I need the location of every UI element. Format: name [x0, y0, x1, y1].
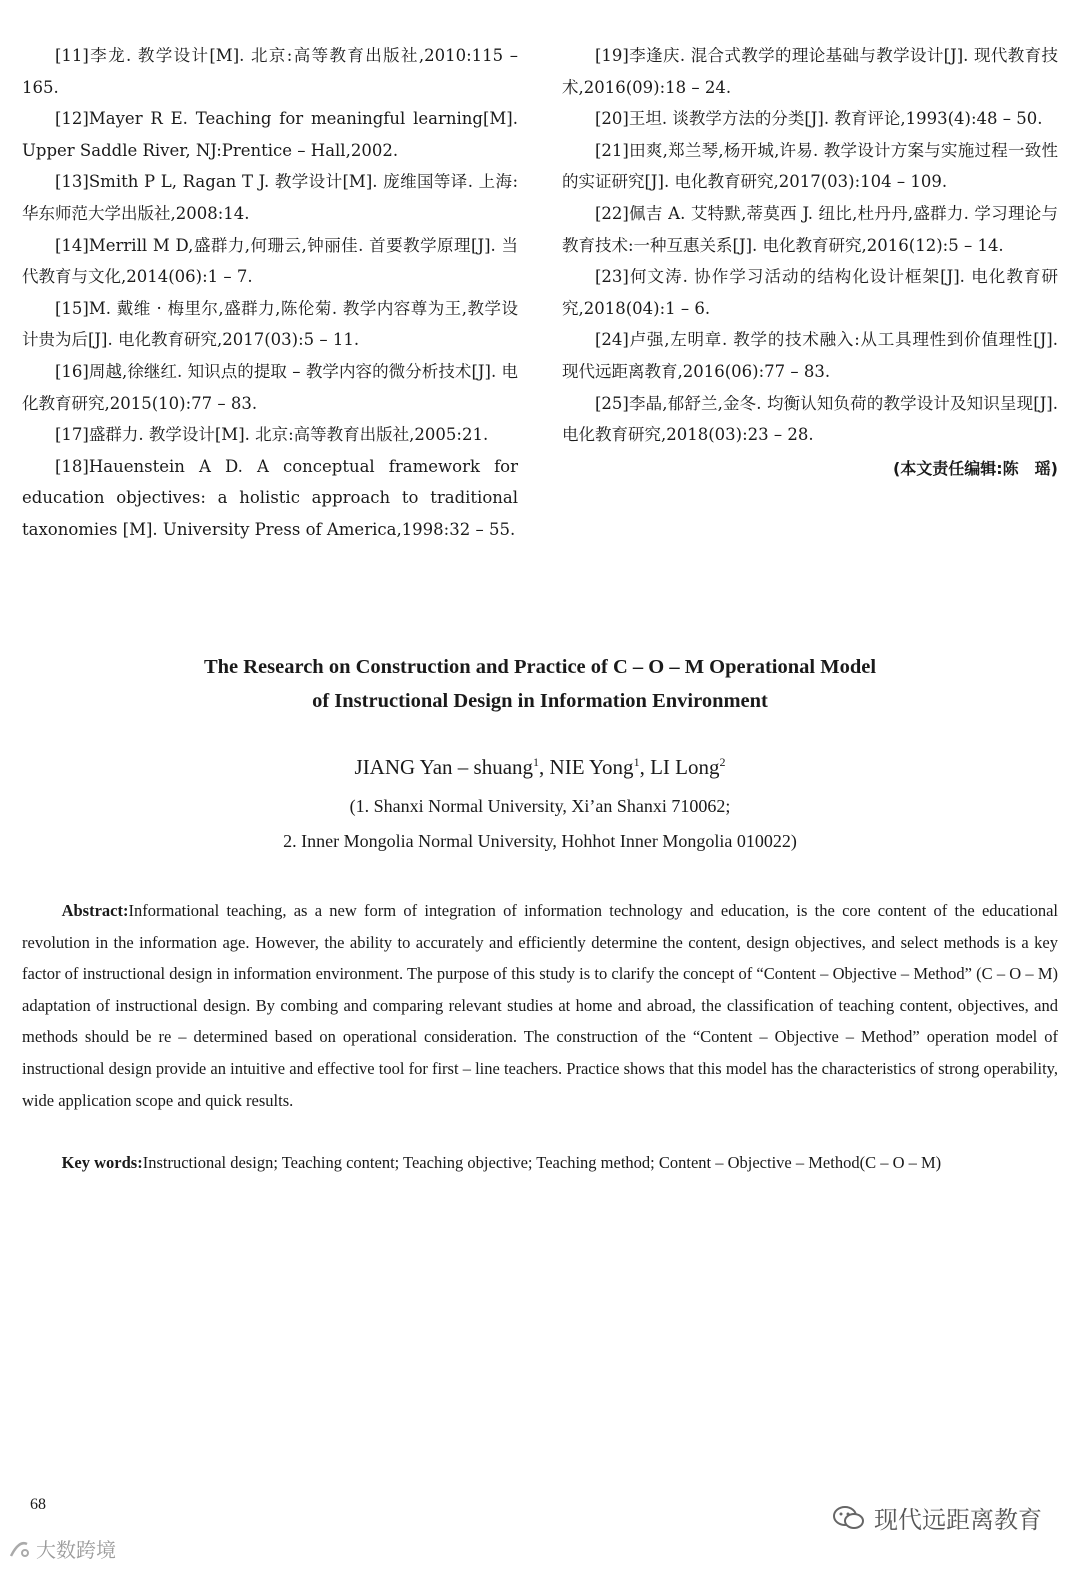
- author-1: JIANG Yan – shuang$^1$: [354, 755, 540, 779]
- source-logo-icon: [8, 1538, 30, 1560]
- reference-item: [25]李晶,郁舒兰,金冬. 均衡认知负荷的教学设计及知识呈现[J]. 电化教育研究,2018(03):23 – 28.: [562, 393, 1058, 445]
- page-number: 68: [30, 1496, 46, 1513]
- reference-item: [20]王坦. 谈教学方法的分类[J]. 教育评论,1993(4):48 – 50.: [595, 109, 1043, 129]
- authors-line: JIANG Yan – shuang$^1$, NIE Yong$^1$, LI Long$^2$: [354, 755, 726, 779]
- reference-item: [13]Smith P L, Ragan T J. 教学设计[M]. 庞维国等译. 上海:华东师范大学出版社,2008:14.: [22, 172, 518, 223]
- reference-item: [15]M. 戴维 · 梅里尔,盛群力,陈伦菊. 教学内容尊为王,教学设计贵为后[J]. 电化教育研究,2017(03):5 – 11.: [22, 298, 518, 350]
- author-2: NIE Yong$^1$: [549, 755, 640, 779]
- keywords-label: Key words:: [61, 1153, 143, 1172]
- reference-item: [17]盛群力. 教学设计[M]. 北京:高等教育出版社,2005:21.: [55, 425, 489, 445]
- abstract-label: Abstract:: [61, 901, 129, 920]
- title-line-2: of Instructional Design in Information Environment: [312, 690, 768, 712]
- affiliation-2: 2. Inner Mongolia Normal University, Hohhot Inner Mongolia 010022): [283, 831, 797, 851]
- reference-item: [18]Hauenstein A D. A conceptual framework for education objectives: a holistic approach to traditional taxonomies [M]. University Press of America,1998:32 – 55.: [22, 456, 518, 539]
- keywords: [22, 1147, 1058, 1179]
- wechat-logo-icon: [832, 1504, 866, 1532]
- references-left-column: [22, 40, 518, 546]
- author-3: LI Long$^2$: [650, 755, 726, 779]
- reference-item: [22]佩吉 A. 艾特默,蒂莫西 J. 纽比,杜丹丹,盛群力. 学习理论与教育技术:一种互惠关系[J]. 电化教育研究,2016(12):5 – 14.: [562, 203, 1058, 255]
- reference-item: [14]Merrill M D,盛群力,何珊云,钟丽佳. 首要教学原理[J]. 当代教育与文化,2014(06):1 – 7.: [22, 235, 518, 287]
- reference-item: [16]周越,徐继红. 知识点的提取 – 教学内容的微分析技术[J]. 电化教育研究,2015(10):77 – 83.: [22, 361, 518, 413]
- wechat-watermark: [832, 1500, 1042, 1535]
- english-title: [0, 650, 1080, 718]
- abstract-text: Informational teaching, as a new form of integration of information technology and education, is the core content of the educational revolution in the information age. However, the ability to accurately and efficiently determine the content, design objectives, and select methods is a key factor of instructional design in information environment. The purpose of this study is to clarify the concept of “Content – Objective – Method” (C – O – M) adaptation of instructional design. By combing and comparing relevant studies at home and abroad, the classification of teaching content, objectives, and methods should be re – determined based on operational consideration. The construction of the “Content – Objective – Method” operation model of instructional design provide an intuitive and effective tool for first – line teachers. Practice shows that this model has the characteristics of strong operability, wide application scope and quick results.: [22, 901, 1058, 1110]
- abstract: [22, 895, 1058, 1116]
- title-line-1: The Research on Construction and Practice of C – O – M Operational Model: [203, 656, 877, 678]
- source-watermark-text: 大数跨境: [36, 1538, 116, 1562]
- editor-note: (本文责任编辑:陈 瑶): [892, 458, 1058, 478]
- keywords-text: Instructional design; Teaching content; Teaching objective; Teaching method; Content – Objective – Method(C – O – M): [142, 1153, 942, 1172]
- references-right-column: [562, 40, 1058, 484]
- reference-item: [12]Mayer R E. Teaching for meaningful learning[M]. Upper Saddle River, NJ:Prentice – Hall,2002.: [22, 109, 518, 160]
- reference-item: [21]田爽,郑兰琴,杨开城,许易. 教学设计方案与实施过程一致性的实证研究[J]. 电化教育研究,2017(03):104 – 109.: [562, 140, 1058, 192]
- wechat-account-name: 现代远距离教育: [874, 1506, 1042, 1534]
- reference-item: [11]李龙. 教学设计[M]. 北京:高等教育出版社,2010:115 – 165.: [22, 46, 518, 97]
- reference-item: [23]何文涛. 协作学习活动的结构化设计框架[J]. 电化教育研究,2018(04):1 – 6.: [562, 267, 1058, 318]
- source-watermark: [8, 1534, 116, 1563]
- affiliation-1: (1. Shanxi Normal University, Xi’an Shanxi 710062;: [349, 796, 731, 816]
- reference-item: [19]李逢庆. 混合式教学的理论基础与教学设计[J]. 现代教育技术,2016(09):18 – 24.: [562, 46, 1058, 97]
- reference-item: [24]卢强,左明章. 教学的技术融入:从工具理性到价值理性[J]. 现代远距离教育,2016(06):77 – 83.: [562, 330, 1058, 381]
